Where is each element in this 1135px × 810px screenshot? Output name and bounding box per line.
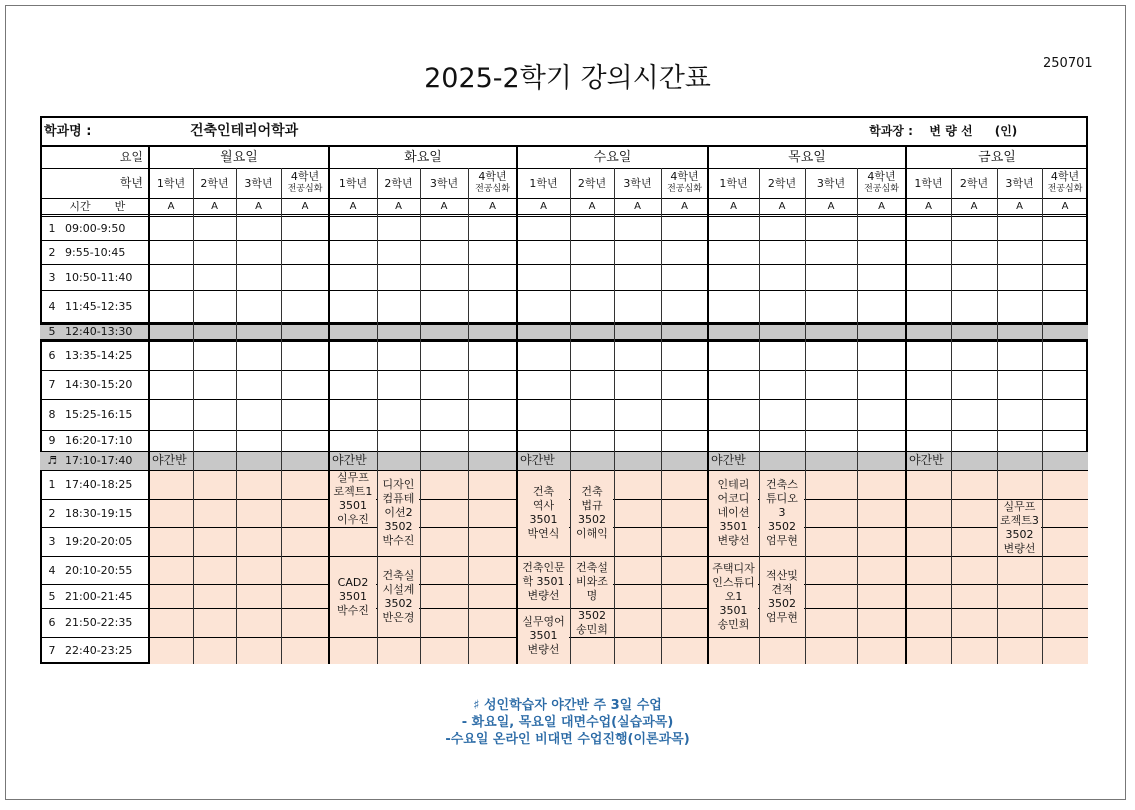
- grid-line: [40, 399, 1088, 400]
- lecture-line: 3501: [339, 498, 367, 512]
- grid-line: [281, 168, 282, 664]
- period-number: 4: [48, 300, 56, 313]
- class-cell: A: [349, 200, 357, 212]
- head-name: 변 량 선: [929, 123, 973, 138]
- period-number: 6: [48, 616, 56, 629]
- lecture-line: 실무영어: [522, 615, 565, 628]
- document-code: 250701: [1043, 56, 1093, 71]
- grade-header: 2학년: [384, 176, 413, 190]
- lecture-line: 튜디오: [766, 492, 798, 505]
- grade-header: [1042, 168, 1088, 198]
- grid-line: [236, 168, 237, 664]
- period-number: 1: [48, 221, 56, 235]
- grid-line: [951, 168, 952, 664]
- grid-line: [40, 322, 1088, 325]
- grade-header: 3학년: [816, 176, 846, 190]
- lecture-line: 3502: [1005, 527, 1034, 541]
- lecture-line: 송민희: [576, 622, 608, 636]
- lecture-line: 명: [586, 589, 598, 602]
- lecture-line: 시설계: [382, 582, 415, 596]
- grade-label: 4학년: [867, 170, 896, 183]
- grade-sub-label: 전공심화: [864, 184, 899, 194]
- period-time: 20:10-20:55: [65, 563, 133, 577]
- grade-header: 3학년: [1005, 176, 1034, 190]
- period-time: 17:10-17:40: [65, 454, 133, 467]
- class-cell: A: [211, 200, 218, 212]
- grid-line: [40, 214, 1088, 215]
- grid-line: [40, 264, 1088, 265]
- grade-header: [468, 168, 517, 198]
- grid-line: [40, 240, 1088, 241]
- grade-header: 3학년: [244, 176, 273, 190]
- lecture-line: 법규: [581, 499, 603, 512]
- lecture-line: 적산및: [766, 568, 798, 582]
- grade-header: 2학년: [577, 176, 607, 190]
- lecture-line: 인스튜디: [712, 575, 755, 589]
- period-time: 21:50-22:35: [65, 616, 133, 629]
- lecture-line: 실무프: [337, 471, 369, 484]
- day-header: 수요일: [593, 150, 632, 165]
- class-cell: A: [167, 200, 175, 212]
- day-header: 화요일: [404, 150, 442, 165]
- lecture-line: 3501: [529, 629, 558, 642]
- lecture-line: 변량선: [717, 534, 750, 547]
- period-number: 7: [48, 378, 56, 391]
- note-line: ♯ 성인학습자 야간반 주 3일 수업: [473, 698, 662, 713]
- lecture-line: 로젝트1: [333, 484, 373, 498]
- period-time: 16:20-17:10: [65, 434, 133, 447]
- lecture-block: [998, 500, 1041, 555]
- grade-header: 1학년: [529, 176, 558, 190]
- day-header: 금요일: [978, 150, 1016, 165]
- lecture-line: 로젝트3: [1000, 513, 1039, 527]
- lecture-line: 박수진: [337, 603, 369, 617]
- grid-line: [857, 168, 858, 664]
- lecture-line: 3: [778, 506, 786, 519]
- grade-header: 3학년: [623, 176, 652, 190]
- lecture-line: 3502: [578, 609, 606, 622]
- lecture-line: 네이션: [717, 506, 750, 519]
- grid-line: [148, 146, 150, 664]
- class-cell: A: [440, 200, 448, 212]
- class-cell: A: [681, 200, 688, 212]
- lecture-line: 견적: [771, 582, 793, 596]
- period-time: 11:45-12:35: [65, 300, 133, 313]
- page-title: 2025-2학기 강의시간표: [424, 63, 711, 94]
- period-number: 7: [48, 644, 56, 657]
- period-time: 10:50-11:40: [65, 270, 133, 284]
- period-number: 2: [48, 506, 56, 520]
- lecture-line: 건축설: [576, 561, 608, 574]
- lecture-line: 박연식: [527, 527, 560, 540]
- class-cell: A: [540, 200, 547, 212]
- lecture-line: 디자인: [382, 478, 415, 491]
- lecture-line: 컴퓨테: [382, 492, 415, 505]
- lecture-block: [709, 471, 758, 555]
- timetable: [40, 116, 1088, 664]
- lecture-line: 3501: [719, 603, 748, 617]
- period-time: 13:35-14:25: [65, 348, 133, 362]
- lecture-line: 건축: [532, 485, 555, 498]
- lecture-line: 이션2: [384, 506, 413, 519]
- class-cell: A: [588, 200, 596, 212]
- lecture-line: 3502: [578, 513, 606, 526]
- period-number: 9: [48, 434, 56, 447]
- period-time: 19:20-20:05: [65, 535, 133, 548]
- class-cell: A: [1061, 200, 1069, 212]
- day-header: 목요일: [788, 150, 826, 165]
- period-number: 5: [48, 589, 56, 603]
- grid-line: [661, 168, 662, 664]
- evening-class-label: 야간반: [909, 453, 944, 467]
- grid-line: [40, 339, 1088, 342]
- lecture-line: 건축인문: [522, 561, 565, 574]
- evening-class-label: 야간반: [152, 453, 187, 467]
- lecture-block: [571, 609, 613, 636]
- head-label: 학과장 :: [869, 123, 913, 138]
- period-time: 22:40-23:25: [65, 644, 133, 657]
- lecture-line: 변량선: [527, 643, 560, 656]
- class-cell: A: [395, 200, 402, 212]
- grade-header: 2학년: [200, 176, 229, 190]
- lecture-block: [760, 471, 804, 555]
- lecture-line: 역사: [532, 499, 555, 512]
- lecture-block: [330, 557, 376, 636]
- lecture-line: 송민희: [717, 617, 750, 631]
- class-cell: A: [489, 200, 496, 212]
- lecture-block: [518, 557, 569, 607]
- grade-header: [281, 168, 329, 198]
- grid-line: [997, 168, 998, 664]
- grade-header: [661, 168, 708, 198]
- grid-line: [193, 168, 194, 664]
- period-number: 1: [48, 478, 56, 491]
- grid-line: [805, 168, 806, 664]
- lecture-block: [760, 557, 804, 636]
- class-cell: A: [778, 200, 786, 212]
- grid-line: [468, 168, 469, 664]
- grade-header: [857, 168, 906, 198]
- grid-line: [40, 216, 1088, 217]
- grade-header: 2학년: [959, 176, 989, 190]
- lecture-block: [571, 471, 613, 555]
- lecture-line: 엄무현: [766, 534, 798, 547]
- lunch-row-bg: [40, 323, 1088, 340]
- grade-sub-label: 전공심화: [667, 184, 702, 194]
- period-number: 3: [48, 270, 56, 284]
- period-time: 14:30-15:20: [65, 378, 133, 391]
- dept-name: 건축인테리어학과: [190, 122, 299, 139]
- lecture-line: 학 3501: [522, 575, 565, 588]
- lecture-line: 3502: [768, 520, 796, 533]
- grid-line: [905, 146, 907, 664]
- lecture-line: 3501: [529, 513, 558, 526]
- class-cell: A: [925, 200, 932, 212]
- grade-header: 1학년: [338, 176, 368, 190]
- notes: [0, 697, 1135, 748]
- grid-line: [40, 290, 1088, 291]
- lecture-line: 변량선: [527, 589, 560, 602]
- lecture-block: [518, 471, 569, 555]
- lecture-line: 3502: [384, 596, 413, 610]
- period-number: 5: [48, 325, 56, 338]
- period-time: 12:40-13:30: [65, 325, 133, 338]
- lecture-line: 어코디: [717, 492, 750, 505]
- lecture-block: [378, 471, 419, 555]
- class-cell: A: [301, 200, 309, 212]
- lecture-line: 반은경: [382, 610, 415, 624]
- period-time: 9:55-10:45: [65, 245, 126, 259]
- class-cell: A: [1016, 200, 1023, 212]
- grade-sub-label: 전공심화: [287, 184, 323, 194]
- grade-header: 1학년: [914, 176, 943, 190]
- grade-sub-label: 전공심화: [475, 184, 510, 194]
- corner-day-label: 요일: [119, 150, 143, 164]
- day-header: 월요일: [220, 150, 258, 165]
- grade-label: 4학년: [290, 170, 320, 183]
- lecture-line: 이우진: [337, 512, 369, 526]
- period-time: 21:00-21:45: [65, 589, 133, 603]
- seal: (인): [994, 123, 1018, 138]
- lecture-line: 비와조: [576, 575, 608, 588]
- lecture-line: 건축: [581, 485, 603, 498]
- period-time: 09:00-9:50: [65, 221, 126, 235]
- grade-sub-label: 전공심화: [1047, 184, 1083, 194]
- note-line: - 화요일, 목요일 대면수업(실습과목): [461, 715, 674, 730]
- lecture-line: 3502: [384, 520, 413, 533]
- class-cell: A: [634, 200, 641, 212]
- lecture-line: 3502: [768, 596, 796, 610]
- lecture-line: 오1: [724, 589, 743, 603]
- grade-label: 4학년: [478, 170, 507, 183]
- lecture-line: 실무프: [1003, 500, 1036, 513]
- grid-line: [614, 168, 615, 664]
- lecture-line: 인테리: [717, 478, 750, 491]
- lecture-block: [518, 609, 569, 663]
- grade-header: 2학년: [767, 176, 797, 190]
- grid-line: [1042, 168, 1043, 664]
- lecture-block: [378, 557, 419, 636]
- grid-line: [40, 370, 1088, 371]
- grade-label: 4학년: [670, 170, 699, 183]
- lecture-line: 건축실: [382, 568, 415, 582]
- lecture-line: 박수진: [382, 534, 415, 547]
- period-number: 2: [48, 245, 56, 259]
- lecture-line: CAD2: [337, 575, 369, 589]
- class-cell: A: [827, 200, 835, 212]
- grade-header: 1학년: [719, 176, 748, 190]
- period-number: 4: [48, 563, 56, 577]
- grid-line: [40, 430, 1088, 431]
- corner-class-label: 반: [114, 200, 126, 213]
- lecture-line: 주택디자: [712, 561, 755, 575]
- class-cell: A: [730, 200, 737, 212]
- period-number: 8: [48, 408, 56, 421]
- period-number: ♬: [47, 454, 57, 467]
- lecture-line: 엄무현: [766, 610, 798, 624]
- dept-label: 학과명 :: [44, 123, 92, 139]
- evening-class-label: 야간반: [332, 453, 367, 467]
- period-number: 6: [48, 348, 56, 362]
- class-cell: A: [878, 200, 885, 212]
- lecture-block: [571, 557, 613, 607]
- lecture-line: 3501: [719, 520, 748, 533]
- lecture-line: 변량선: [1003, 541, 1036, 555]
- lecture-line: 3501: [339, 589, 367, 603]
- lecture-block: [709, 557, 758, 636]
- lecture-line: 건축스: [766, 478, 798, 491]
- lecture-line: 이해익: [576, 527, 608, 540]
- class-cell: A: [970, 200, 978, 212]
- grade-header: 1학년: [156, 176, 186, 190]
- note-line: -수요일 온라인 비대면 수업진행(이론과목): [445, 732, 690, 747]
- period-time: 17:40-18:25: [65, 478, 133, 491]
- period-time: 15:25-16:15: [65, 408, 133, 421]
- grade-header: 3학년: [429, 176, 459, 190]
- evening-class-label: 야간반: [520, 453, 555, 467]
- grade-label: 4학년: [1050, 170, 1080, 183]
- corner-grade-label: 학년: [119, 175, 143, 190]
- class-cell: A: [255, 200, 262, 212]
- grid-line: [420, 168, 421, 664]
- lecture-block: [330, 471, 376, 526]
- evening-class-label: 야간반: [711, 453, 746, 467]
- period-number: 3: [48, 535, 56, 548]
- corner-time-label: 시간: [69, 200, 91, 213]
- period-time: 18:30-19:15: [65, 506, 133, 520]
